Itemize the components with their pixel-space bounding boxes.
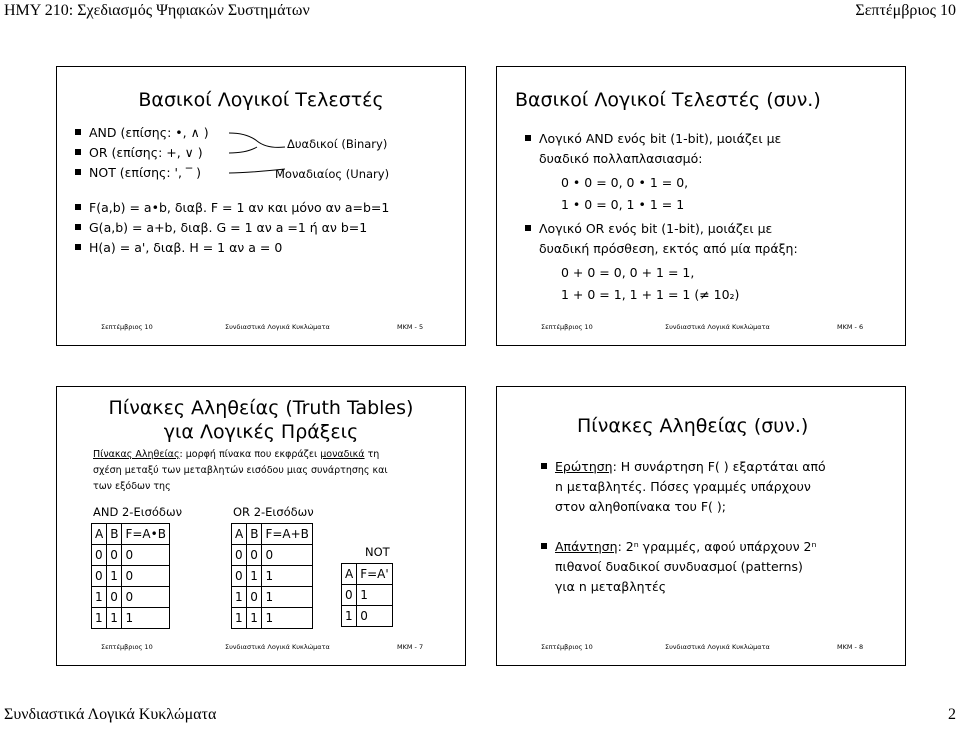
- page-header-date: Σεπτέμβριος 10: [855, 2, 956, 19]
- slide-title: Βασικοί Λογικοί Τελεστές: [138, 89, 384, 111]
- table-cell: 1: [122, 608, 169, 629]
- table-row: [92, 587, 170, 608]
- table-cell: 0: [92, 566, 107, 587]
- table-cell: 0: [122, 566, 169, 587]
- table-row: [232, 566, 313, 587]
- bullet-answer: [555, 539, 816, 554]
- unary-label: Μοναδιαίος (Unary): [275, 167, 390, 181]
- answer-line2: πιθανοί δυαδικοί συνδυασμοί (patterns): [555, 559, 803, 574]
- slide-footer-course: Συνδιαστικά Λογικά Κυκλώματα: [665, 643, 770, 651]
- bullet-not: NOT (επίσης: ', ‾ ): [89, 165, 202, 180]
- slide-6: [496, 66, 906, 346]
- table-row: [232, 545, 313, 566]
- table-row: [92, 545, 170, 566]
- table-cell: 1: [107, 608, 122, 629]
- slide-footer: [57, 323, 465, 333]
- and-table-caption: AND 2-Εισόδων: [93, 505, 183, 519]
- bullet-or-bit: Λογικό OR ενός bit (1-bit), μοιάζει με: [539, 221, 773, 236]
- page-footer-title: Συνδιαστικά Λογικά Κυκλώματα: [4, 706, 217, 723]
- def-term: Πίνακας Αληθείας: [93, 449, 180, 460]
- slide-footer: [497, 323, 905, 333]
- answer-line3: για n μεταβλητές: [555, 579, 667, 594]
- table-cell: B: [247, 524, 262, 545]
- table-cell: 0: [232, 545, 247, 566]
- slide-7: [56, 386, 466, 666]
- slide-5: [56, 66, 466, 346]
- or-truth-table: [231, 523, 313, 629]
- bullet-or: OR (επίσης: +, ∨ ): [89, 145, 203, 160]
- table-cell: 0: [107, 545, 122, 566]
- question-text: : Η συνάρτηση F( ) εξαρτάται από: [612, 459, 826, 474]
- table-header-row: [342, 564, 393, 585]
- slide-page-label: MKM - 8: [837, 643, 864, 651]
- table-row: [342, 585, 393, 606]
- table-cell: 0: [122, 587, 169, 608]
- truth-table-definition-line2: σχέση μεταξύ των μεταβλητών εισόδου μιας συνάρτησης και: [93, 465, 388, 476]
- bullet-or-bit-cont: δυαδική πρόσθεση, εκτός από μία πράξη:: [539, 241, 798, 256]
- table-row: [232, 587, 313, 608]
- table-cell: 0: [342, 585, 357, 606]
- slide-footer-course: Συνδιαστικά Λογικά Κυκλώματα: [225, 643, 330, 651]
- table-cell: 1: [247, 608, 262, 629]
- def-unique: μοναδικά: [320, 449, 365, 460]
- question-line3: στον αληθοπίνακα του F( );: [555, 499, 726, 514]
- table-cell: 1: [247, 566, 262, 587]
- table-cell: A: [342, 564, 357, 585]
- table-cell: 1: [92, 587, 107, 608]
- table-cell: F=A+B: [262, 524, 312, 545]
- table-cell: 0: [107, 587, 122, 608]
- table-cell: 1: [92, 608, 107, 629]
- question-label: Ερώτηση: [555, 459, 613, 474]
- bullet-question: [555, 459, 826, 474]
- slide-footer-date: Σεπτέμβριος 10: [101, 323, 153, 331]
- slide-footer-course: Συνδιαστικά Λογικά Κυκλώματα: [225, 323, 330, 331]
- or-table-caption: OR 2-Εισόδων: [233, 505, 314, 519]
- slide-title: Πίνακες Αληθείας (συν.): [577, 415, 809, 437]
- slide-title: Βασικοί Λογικοί Τελεστές (συν.): [515, 89, 821, 111]
- question-line2: n μεταβλητές. Πόσες γραμμές υπάρχουν: [555, 479, 811, 494]
- table-cell: 0: [262, 545, 312, 566]
- bullet-and-bit: Λογικό AND ενός bit (1-bit), μοιάζει με: [539, 131, 782, 146]
- slide-title-line1: Πίνακες Αληθείας (Truth Tables): [108, 397, 414, 419]
- slide-8: [496, 386, 906, 666]
- slide-footer: [57, 643, 465, 653]
- bullet-and-bit-cont: δυαδικό πολλαπλασιασμό:: [539, 151, 703, 166]
- table-cell: A: [232, 524, 247, 545]
- table-cell: F=A•B: [122, 524, 169, 545]
- slide-page-label: MKM - 7: [397, 643, 424, 651]
- table-cell: 1: [342, 606, 357, 627]
- table-cell: 1: [262, 608, 312, 629]
- or-equations-1: 0 + 0 = 0, 0 + 1 = 1,: [561, 265, 695, 280]
- answer-text: : 2ⁿ γραμμές, αφού υπάρχουν 2ⁿ: [617, 539, 817, 554]
- table-row: [92, 608, 170, 629]
- slide-footer-course: Συνδιαστικά Λογικά Κυκλώματα: [665, 323, 770, 331]
- table-row: [232, 608, 313, 629]
- not-table-caption: NOT: [365, 545, 390, 559]
- table-cell: 1: [232, 608, 247, 629]
- binary-label: Δυαδικοί (Binary): [287, 137, 388, 151]
- bullet-h: H(a) = a', διαβ. H = 1 αν a = 0: [89, 240, 283, 255]
- slide-title-line2: για Λογικές Πράξεις: [163, 421, 359, 443]
- table-cell: 1: [107, 566, 122, 587]
- slide-page-label: MKM - 6: [837, 323, 864, 331]
- bullet-and: AND (επίσης: •, ∧ ): [89, 125, 209, 140]
- table-cell: 0: [247, 545, 262, 566]
- or-equations-2: 1 + 0 = 1, 1 + 1 = 1 (≠ 10₂): [561, 287, 740, 302]
- table-cell: 0: [357, 606, 392, 627]
- page-header-title: ΗΜΥ 210: Σχεδιασμός Ψηφιακών Συστημάτων: [4, 2, 310, 19]
- answer-label: Απάντηση: [555, 539, 618, 554]
- table-cell: F=A': [357, 564, 392, 585]
- table-row: [342, 606, 393, 627]
- table-cell: 0: [92, 545, 107, 566]
- table-cell: 0: [247, 587, 262, 608]
- def-text-end: τη: [364, 449, 380, 460]
- slide-footer-date: Σεπτέμβριος 10: [541, 643, 593, 651]
- and-equations-2: 1 • 0 = 0, 1 • 1 = 1: [561, 197, 685, 212]
- table-cell: B: [107, 524, 122, 545]
- bullet-f: F(a,b) = a•b, διαβ. F = 1 αν και μόνο αν a=b=1: [89, 200, 390, 215]
- not-truth-table: [341, 563, 393, 627]
- page-number: 2: [948, 706, 956, 723]
- bullet-g: G(a,b) = a+b, διαβ. G = 1 αν a =1 ή αν b=1: [89, 220, 368, 235]
- table-cell: 1: [262, 587, 312, 608]
- table-cell: 0: [232, 566, 247, 587]
- table-cell: 0: [122, 545, 169, 566]
- slide-footer: [497, 643, 905, 653]
- and-truth-table: [91, 523, 170, 629]
- truth-table-definition-line3: των εξόδων της: [93, 481, 171, 492]
- def-text: : μορφή πίνακα που εκφράζει: [179, 449, 321, 460]
- table-header-row: [232, 524, 313, 545]
- table-cell: 1: [232, 587, 247, 608]
- table-row: [92, 566, 170, 587]
- slide-footer-date: Σεπτέμβριος 10: [541, 323, 593, 331]
- table-cell: A: [92, 524, 107, 545]
- slide-page-label: MKM - 5: [397, 323, 424, 331]
- table-header-row: [92, 524, 170, 545]
- table-cell: 1: [262, 566, 312, 587]
- table-cell: 1: [357, 585, 392, 606]
- and-equations-1: 0 • 0 = 0, 0 • 1 = 0,: [561, 175, 689, 190]
- slide-footer-date: Σεπτέμβριος 10: [101, 643, 153, 651]
- truth-table-definition-line1: [93, 449, 379, 460]
